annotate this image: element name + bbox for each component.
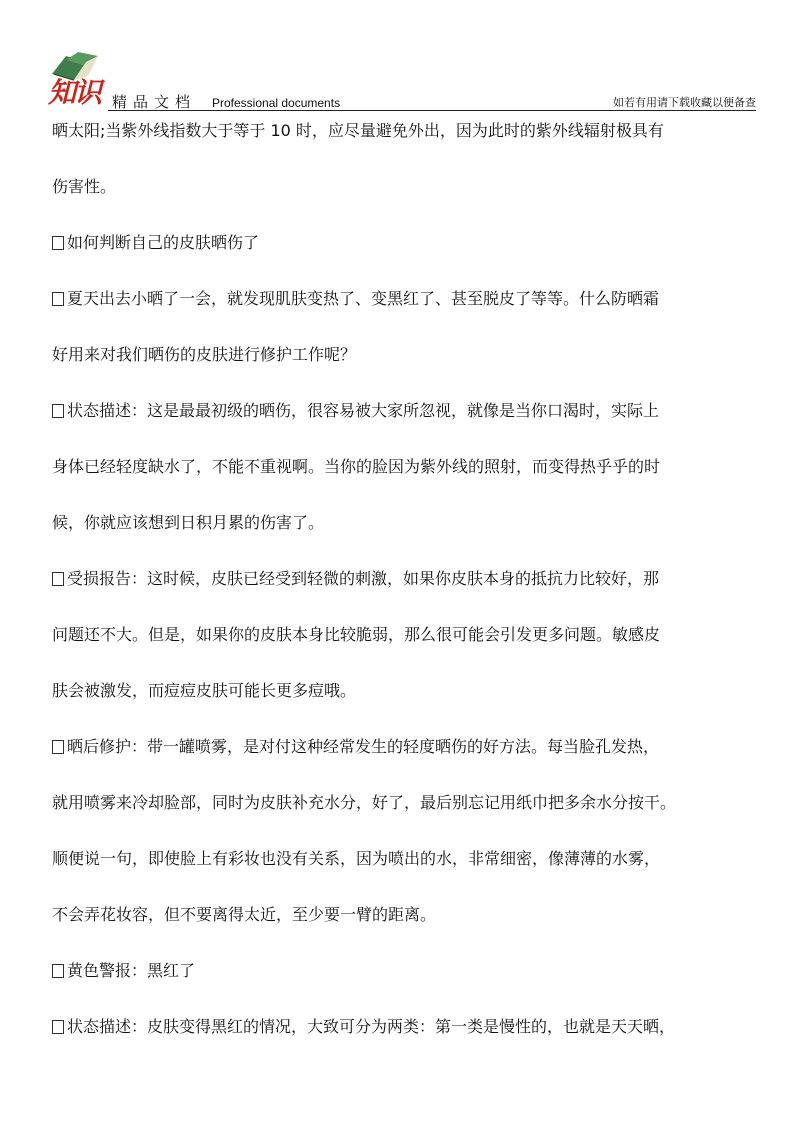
text-line: 身体已经轻度缺水了，不能不重视啊。当你的脸因为紫外线的照射，而变得热乎乎的时	[52, 457, 661, 476]
checkbox-glyph-icon	[52, 236, 64, 250]
checkbox-glyph-icon	[52, 404, 64, 418]
text-line: 不会弄花妆容，但不要离得太近，至少要一臂的距离。	[52, 905, 437, 924]
text-line: 肤会被激发，而痘痘皮肤可能长更多痘哦。	[52, 681, 357, 700]
brand-subtitle: Professional documents	[212, 96, 341, 110]
header-divider	[108, 110, 756, 111]
brand-title: 精品文档	[112, 93, 197, 111]
text-line: 问题还不大。但是，如果你的皮肤本身比较脆弱，那么很可能会引发更多问题。敏感皮	[52, 625, 661, 644]
text-line: 晒太阳;当紫外线指数大于等于 10 时，应尽量避免外出，因为此时的紫外线辐射极具有	[52, 121, 664, 140]
text-line: 顺便说一句，即使脸上有彩妆也没有关系，因为喷出的水，非常细密，像薄薄的水雾，	[52, 849, 661, 868]
header-note: 如若有用请下载收藏以便备查	[613, 96, 756, 109]
document-body	[52, 122, 764, 1036]
text-line: 就用喷雾来冷却脸部，同时为皮肤补充水分，好了，最后别忘记用纸巾把多余水分按干。	[52, 793, 677, 812]
text-line: 黄色警报：黑红了	[52, 962, 764, 980]
text-line: 候，你就应该想到日积月累的伤害了。	[52, 513, 325, 532]
text-line: 晒后修护：带一罐喷雾，是对付这种经常发生的轻度晒伤的好方法。每当脸孔发热，	[52, 738, 764, 756]
checkbox-glyph-icon	[52, 740, 64, 754]
text-line: 好用来对我们晒伤的皮肤进行修护工作呢？	[52, 345, 357, 364]
text-line: 伤害性。	[52, 177, 117, 196]
logo	[46, 50, 116, 110]
checkbox-glyph-icon	[52, 292, 64, 306]
page-header	[46, 50, 756, 112]
text-line: 状态描述：这是最最初级的晒伤，很容易被大家所忽视，就像是当你口渴时，实际上	[52, 402, 764, 420]
text-line: 受损报告：这时候，皮肤已经受到轻微的刺激，如果你皮肤本身的抵抗力比较好，那	[52, 570, 764, 588]
logo-text: 知识	[48, 76, 101, 109]
text-line: 如何判断自己的皮肤晒伤了	[52, 234, 764, 252]
text-line: 夏天出去小晒了一会，就发现肌肤变热了、变黑红了、甚至脱皮了等等。什么防晒霜	[52, 290, 764, 308]
checkbox-glyph-icon	[52, 964, 64, 978]
text-line: 状态描述：皮肤变得黑红的情况，大致可分为两类：第一类是慢性的，也就是天天晒，	[52, 1018, 764, 1036]
checkbox-glyph-icon	[52, 1020, 64, 1034]
checkbox-glyph-icon	[52, 572, 64, 586]
